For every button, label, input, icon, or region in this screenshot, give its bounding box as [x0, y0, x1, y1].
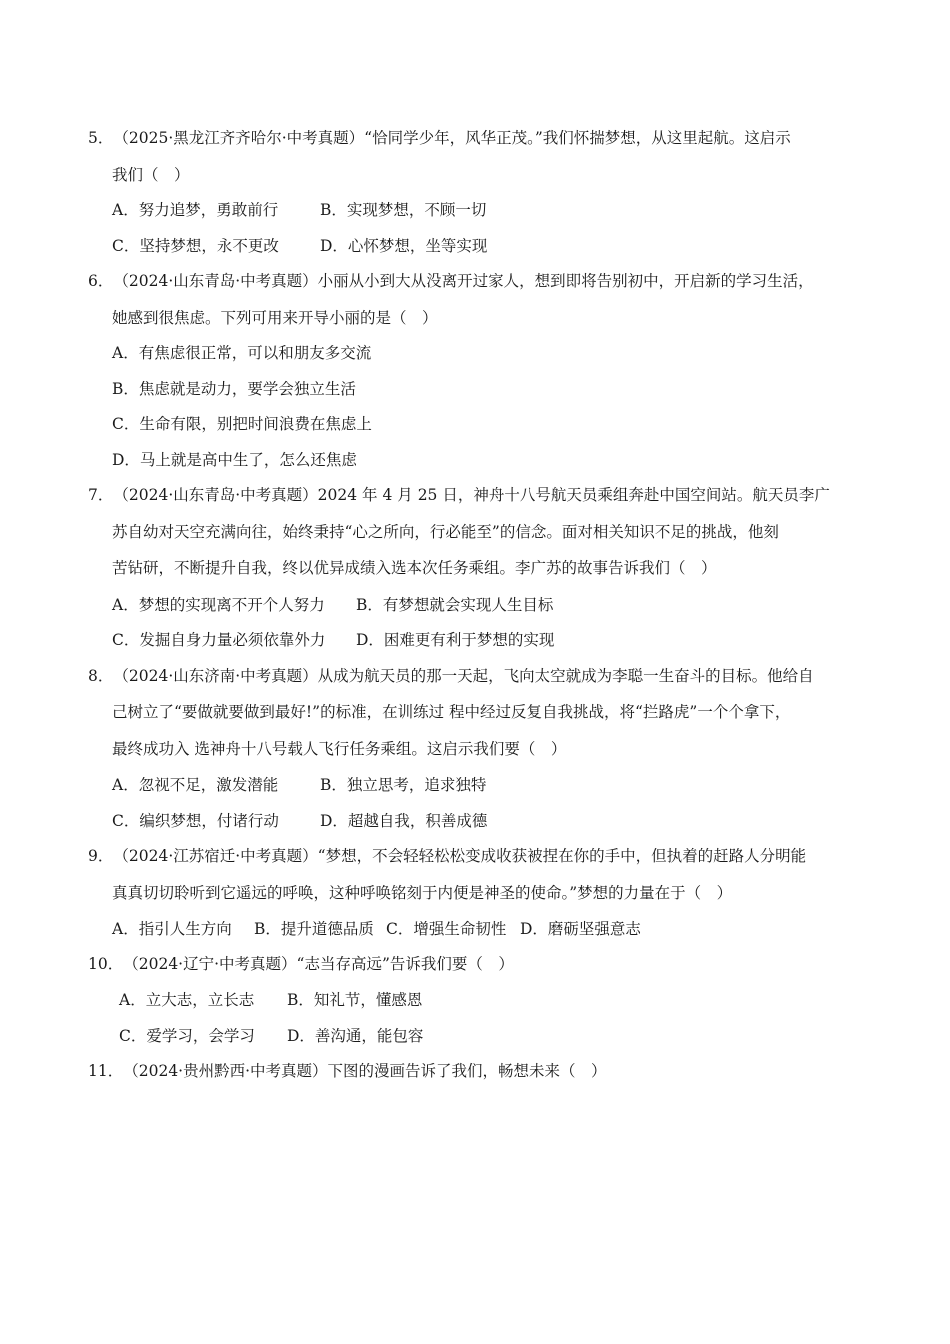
question-stem-line: 11．（2024·贵州黔西·中考真题）下图的漫画告诉了我们，畅想未来（ ）: [88, 1062, 607, 1080]
option-a[interactable]: A．努力追梦，勇敢前行: [112, 201, 279, 219]
option-d[interactable]: D．善沟通，能包容: [287, 1027, 424, 1045]
option-d[interactable]: D．超越自我，积善成德: [320, 812, 488, 830]
question-stem-line: 5．（2025·黑龙江齐齐哈尔·中考真题）“恰同学少年，风华正茂。”我们怀揣梦想，从这里起航。这启示: [88, 129, 791, 147]
question-stem-line: 7．（2024·山东青岛·中考真题）2024 年 4 月 25 日，神舟十八号航天员乘组奔赴中国空间站。航天员李广: [88, 486, 830, 504]
option-a[interactable]: A．有焦虑很正常，可以和朋友多交流: [112, 344, 372, 362]
option-row: [112, 629, 554, 651]
question-stem-line: 苏自幼对天空充满向往，始终秉持“心之所向，行必能至”的信念。面对相关知识不足的挑战，他刻: [112, 523, 779, 541]
option-b[interactable]: B．实现梦想，不顾一切: [320, 201, 487, 219]
option-row: [112, 774, 486, 796]
question-stem-line: 真真切切聆听到它遥远的呼唤，这种呼唤铭刻于内便是神圣的使命。”梦想的力量在于（ ）: [112, 884, 733, 902]
option-a[interactable]: A．忽视不足，激发潜能: [112, 776, 279, 794]
question-number: 10．: [88, 955, 124, 973]
question-stem-line: 10．（2024·辽宁·中考真题）“志当存高远”告诉我们要（ ）: [88, 955, 514, 973]
option-b[interactable]: B．焦虑就是动力，要学会独立生活: [112, 380, 356, 398]
question-number: 11．: [88, 1062, 124, 1080]
option-c[interactable]: C．坚持梦想，永不更改: [112, 237, 279, 255]
option-b[interactable]: B．独立思考，追求独特: [320, 776, 487, 794]
option-row: [112, 235, 487, 257]
option-c[interactable]: C．编织梦想，付诸行动: [112, 812, 279, 830]
option-c[interactable]: C．增强生命韧性: [386, 920, 507, 938]
option-d[interactable]: D．马上就是高中生了，怎么还焦虑: [112, 451, 357, 469]
question-stem-line: 6．（2024·山东青岛·中考真题）小丽从小到大从没离开过家人，想到即将告别初中，开启新的学习生活，: [88, 272, 814, 290]
option-row: [112, 810, 487, 832]
option-b[interactable]: B．提升道德品质: [254, 920, 374, 938]
option-row: [112, 594, 553, 616]
question-number: 8．: [88, 667, 114, 685]
question-stem-line: 8．（2024·山东济南·中考真题）从成为航天员的那一天起，飞向太空就成为李聪一生奋斗的目标。他给自: [88, 667, 814, 685]
option-c[interactable]: C．发掘自身力量必须依靠外力: [112, 631, 326, 649]
option-a[interactable]: A．指引人生方向: [112, 920, 232, 938]
option-a[interactable]: A．立大志，立长志: [119, 991, 255, 1009]
question-stem-line: 苦钻研，不断提升自我，终以优异成绩入选本次任务乘组。李广苏的故事告诉我们（ ）: [112, 559, 717, 577]
question-number: 5．: [88, 129, 114, 147]
option-row: [112, 918, 641, 940]
option-d[interactable]: D．心怀梦想，坐等实现: [320, 237, 488, 255]
question-number: 7．: [88, 486, 114, 504]
option-row: [119, 989, 422, 1011]
option-b[interactable]: B．知礼节，懂感恩: [287, 991, 423, 1009]
option-c[interactable]: C．生命有限，别把时间浪费在焦虑上: [112, 415, 372, 433]
question-number: 9．: [88, 847, 114, 865]
question-stem-line: 己树立了“要做就要做到最好!”的标准，在训练过 程中经过反复自我挑战，将“拦路虎”一个个拿下，: [112, 703, 791, 721]
option-b[interactable]: B．有梦想就会实现人生目标: [356, 596, 554, 614]
question-stem-line: 她感到很焦虑。下列可用来开导小丽的是（ ）: [112, 309, 438, 327]
option-row: [119, 1025, 423, 1047]
option-c[interactable]: C．爱学习，会学习: [119, 1027, 255, 1045]
question-stem-line: 9．（2024·江苏宿迁·中考真题）“梦想，不会轻轻松松变成收获被捏在你的手中，但执着的赶路人分明能: [88, 847, 807, 865]
question-stem-line: 我们（ ）: [112, 166, 190, 184]
option-row: [112, 199, 486, 221]
option-a[interactable]: A．梦想的实现离不开个人努力: [112, 596, 325, 614]
question-number: 6．: [88, 272, 114, 290]
option-d[interactable]: D．困难更有利于梦想的实现: [356, 631, 555, 649]
option-d[interactable]: D．磨砺坚强意志: [520, 920, 641, 938]
question-stem-line: 最终成功入 选神舟十八号载人飞行任务乘组。这启示我们要（ ）: [112, 740, 567, 758]
